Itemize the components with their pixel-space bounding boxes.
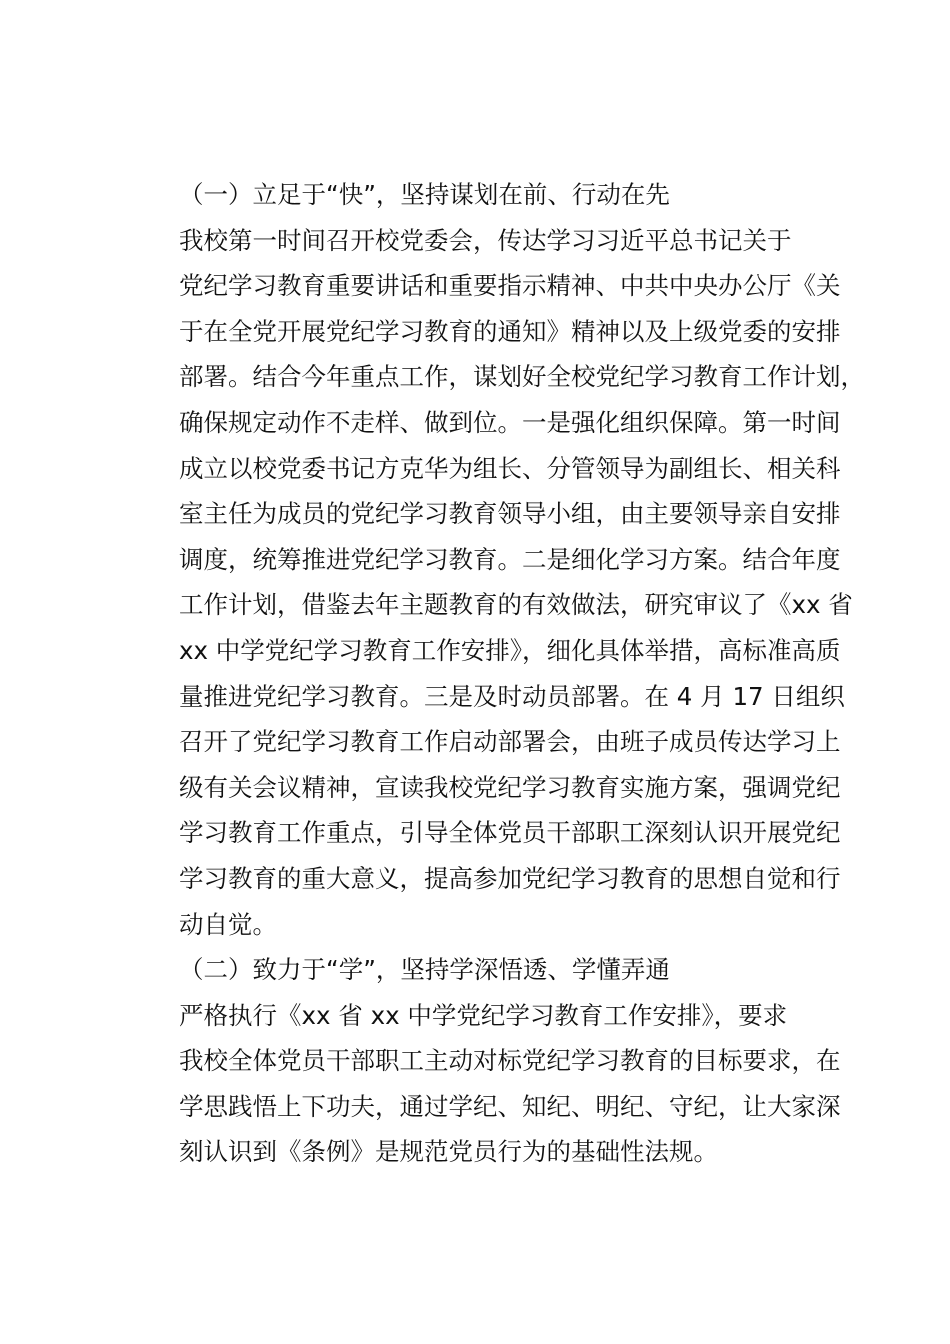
- paragraph-line: 学习教育工作重点，引导全体党员干部职工深刻认识开展党纪: [179, 818, 841, 848]
- paragraph-line: 成立以校党委书记方克华为组长、分管领导为副组长、相关科: [179, 453, 841, 483]
- paragraph-line: xx 中学党纪学习教育工作安排》，细化具体举措，高标准高质: [179, 635, 841, 665]
- paragraph-line: 部署。结合今年重点工作，谋划好全校党纪学习教育工作计划，: [179, 362, 865, 392]
- paragraph-line: 学习教育的重大意义，提高参加党纪学习教育的思想自觉和行: [179, 863, 841, 893]
- paragraph-line: 严格执行《xx 省 xx 中学党纪学习教育工作安排》，要求: [179, 1000, 788, 1030]
- paragraph-line: 量推进党纪学习教育。三是及时动员部署。在 4 月 17 日组织: [179, 681, 845, 711]
- paragraph-line: 学思践悟上下功夫，通过学纪、知纪、明纪、守纪，让大家深: [179, 1091, 841, 1121]
- paragraph-line: 于在全党开展党纪学习教育的通知》精神以及上级党委的安排: [179, 316, 841, 346]
- paragraph-line: 室主任为成员的党纪学习教育领导小组，由主要领导亲自安排: [179, 499, 841, 529]
- section-paragraph-2: [127, 993, 841, 1175]
- paragraph-line: 召开了党纪学习教育工作启动部署会，由班子成员传达学习上: [179, 727, 841, 757]
- section-paragraph-1: [127, 218, 865, 948]
- paragraph-line: 确保规定动作不走样、做到位。一是强化组织保障。第一时间: [179, 407, 841, 437]
- document-body: [127, 172, 865, 1175]
- paragraph-line: 我校第一时间召开校党委会，传达学习习近平总书记关于: [179, 225, 792, 255]
- paragraph-line: 级有关会议精神，宣读我校党纪学习教育实施方案，强调党纪: [179, 772, 841, 802]
- paragraph-line: 刻认识到《条例》是规范党员行为的基础性法规。: [179, 1137, 718, 1167]
- paragraph-line: 党纪学习教育重要讲话和重要指示精神、中共中央办公厅《关: [179, 271, 841, 301]
- paragraph-line: 工作计划，借鉴去年主题教育的有效做法，研究审议了《xx 省: [179, 590, 853, 620]
- section-heading-1: （一）立足于“快”，坚持谋划在前、行动在先: [179, 180, 670, 209]
- paragraph-line: 动自觉。: [179, 909, 277, 939]
- paragraph-line: 我校全体党员干部职工主动对标党纪学习教育的目标要求，在: [179, 1046, 841, 1076]
- section-heading-2: （二）致力于“学”，坚持学深悟透、学懂弄通: [179, 955, 670, 985]
- paragraph-line: 调度，统筹推进党纪学习教育。二是细化学习方案。结合年度: [179, 544, 841, 574]
